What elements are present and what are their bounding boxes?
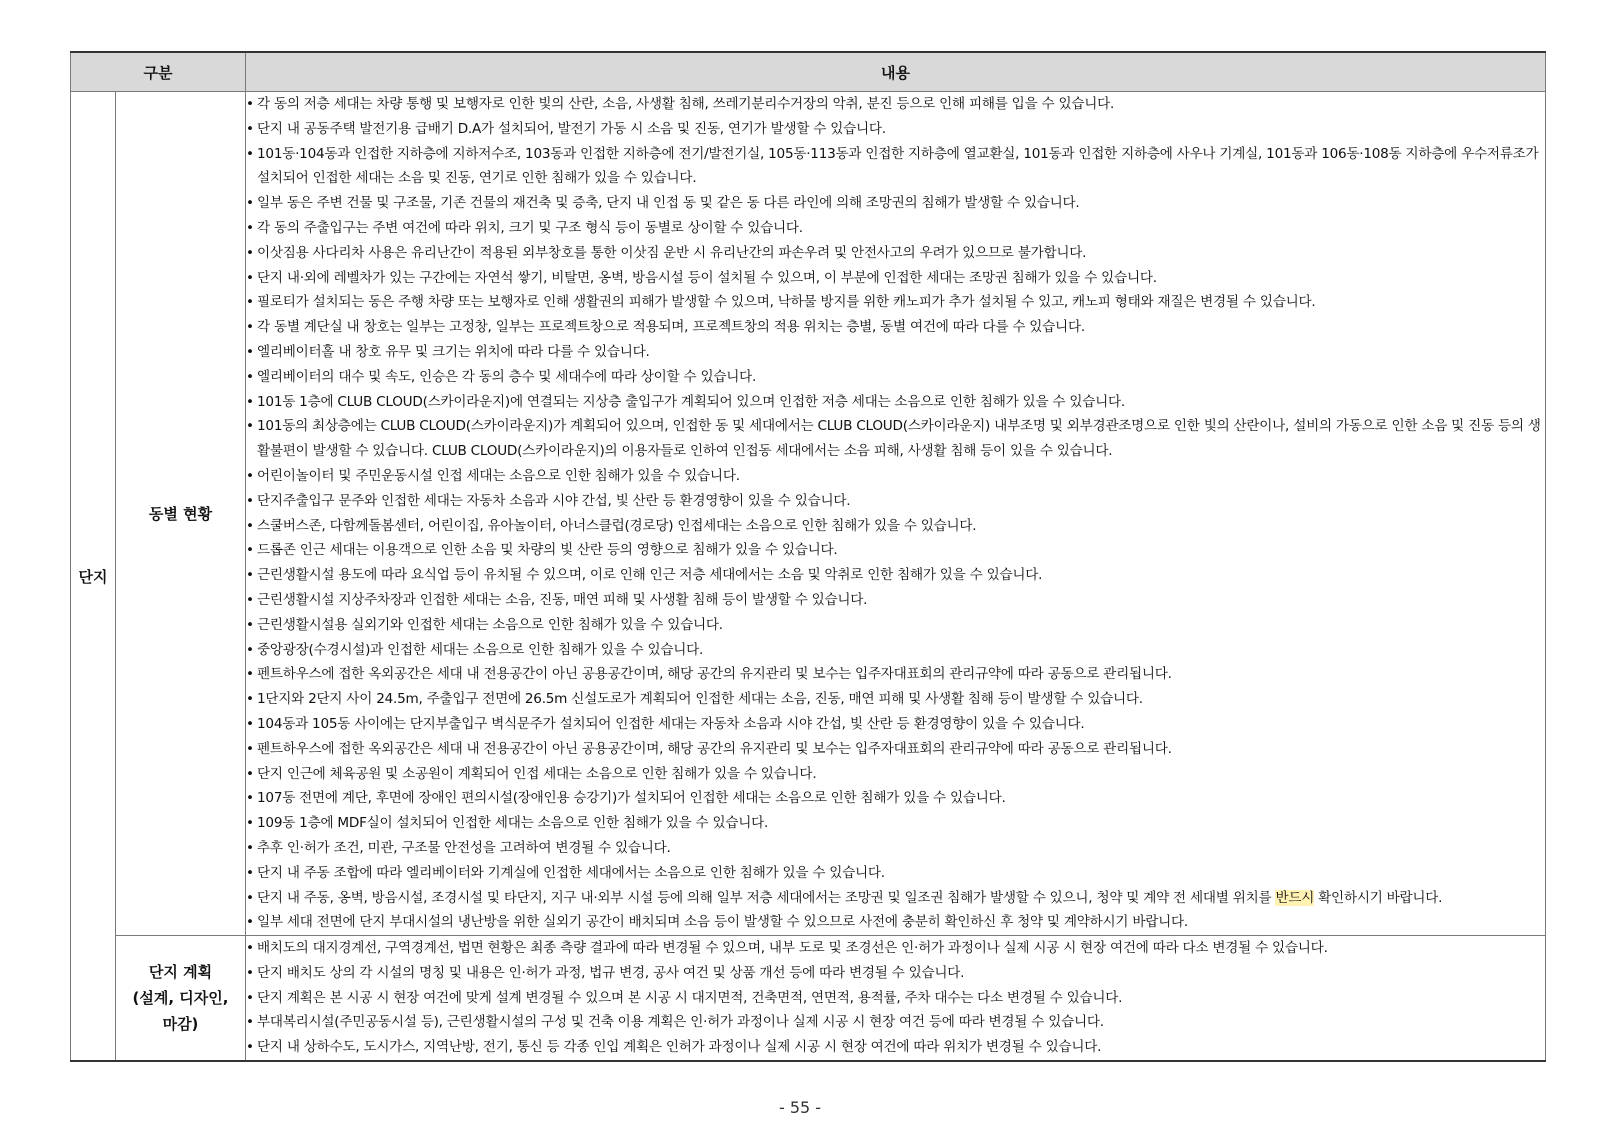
list-item: • 단지 배치도 상의 각 시설의 명칭 및 내용은 인·허가 과정, 법규 변경, 공사 여건 및 상품 개선 등에 따라 변경될 수 있습니다. (246, 961, 1545, 986)
section-content-building-status (246, 92, 1546, 936)
header-category: 구분 (71, 52, 246, 92)
list-item: • 단지 내 주동 조합에 따라 엘리베이터와 기계실에 인접한 세대에서는 소음으로 인한 침해가 있을 수 있습니다. (246, 861, 1545, 886)
list-item: • 단지 내 상하수도, 도시가스, 지역난방, 전기, 통신 등 각종 인입 계획은 인허가 과정이나 실제 시공 시 현장 여건에 따라 위치가 변경될 수 있습니다. (246, 1035, 1545, 1060)
list-item: • 109동 1층에 MDF실이 설치되어 인접한 세대는 소음으로 인한 침해가 있을 수 있습니다. (246, 811, 1545, 836)
list-item: • 스쿨버스존, 다함께돌봄센터, 어린이집, 유아놀이터, 아너스클럽(경로당) 인접세대는 소음으로 인한 침해가 있을 수 있습니다. (246, 514, 1545, 539)
list-item: • 배치도의 대지경계선, 구역경계선, 법면 현황은 최종 측량 결과에 따라 변경될 수 있으며, 내부 도로 및 조경선은 인·허가 과정이나 실제 시공 시 현장 여건에 따라 다소 변경될 수 있습니다. (246, 936, 1545, 961)
list-item: • 드롭존 인근 세대는 이용객으로 인한 소음 및 차량의 빛 산란 등의 영향으로 침해가 있을 수 있습니다. (246, 538, 1545, 563)
list-item-text: 단지 내 주동, 옹벽, 방음시설, 조경시설 및 타단지, 지구 내·외부 시설 등에 의해 일부 저층 세대에서는 조망권 및 일조권 침해가 발생할 수 있으니, 청약 및 계약 전 세대별 위치를 (257, 889, 1276, 906)
list-item: • 엘리베이터홀 내 창호 유무 및 크기는 위치에 따라 다를 수 있습니다. (246, 340, 1545, 365)
list-item: • 필로티가 설치되는 동은 주행 차량 또는 보행자로 인해 생활권의 피해가 발생할 수 있으며, 낙하물 방지를 위한 캐노피가 추가 설치될 수 있고, 캐노피 형태와 재질은 변경될 수 있습니다. (246, 290, 1545, 315)
list-item: • 이삿짐용 사다리차 사용은 유리난간이 적용된 외부창호를 통한 이삿짐 운반 시 유리난간의 파손우려 및 안전사고의 우려가 있으므로 불가합니다. (246, 241, 1545, 266)
list-item: • 101동·104동과 인접한 지하층에 지하저수조, 103동과 인접한 지하층에 전기/발전기실, 105동·113동과 인접한 지하층에 열교환실, 101동과 인접한 지하층에 사우나 기계실, 101동과 106동·108동 지하층에 우수저류조가 설치되어 인접한 세대는 소음 및 진동, 연기로 인한 침해가 있을 수 있습니다. (246, 142, 1545, 192)
list-item: • 추후 인·허가 조건, 미관, 구조물 안전성을 고려하여 변경될 수 있습니다. (246, 836, 1545, 861)
section-title-line: (설계, 디자인, (132, 989, 229, 1008)
list-item: • 단지 내·외에 레벨차가 있는 구간에는 자연석 쌓기, 비탈면, 옹벽, 방음시설 등이 설치될 수 있으며, 이 부분에 인접한 세대는 조망권 침해가 있을 수 있습니다. (246, 266, 1545, 291)
bullet-list (246, 936, 1545, 1060)
section-row-building-status (71, 92, 1546, 936)
section-title-line: 동별 현황 (148, 504, 213, 523)
list-item: • 일부 세대 전면에 단지 부대시설의 냉난방을 위한 실외기 공간이 배치되며 소음 등이 발생할 수 있으므로 사전에 충분히 확인하신 후 청약 및 계약하시기 바랍니다. (246, 910, 1545, 935)
list-item: • 근린생활시설 용도에 따라 요식업 등이 유치될 수 있으며, 이로 인해 인근 저층 세대에서는 소음 및 악취로 인한 침해가 있을 수 있습니다. (246, 563, 1545, 588)
highlighted-text: 반드시 (1275, 889, 1315, 906)
section-content-complex-plan (246, 936, 1546, 1061)
list-item: • 펜트하우스에 접한 옥외공간은 세대 내 전용공간이 아닌 공용공간이며, 해당 공간의 유지관리 및 보수는 입주자대표회의 관리규약에 따라 공동으로 관리됩니다. (246, 662, 1545, 687)
list-item: • 일부 동은 주변 건물 및 구조물, 기존 건물의 재건축 및 증축, 단지 내 인접 동 및 같은 동 다른 라인에 의해 조망권의 침해가 발생할 수 있습니다. (246, 191, 1545, 216)
list-item: • 어린이놀이터 및 주민운동시설 인접 세대는 소음으로 인한 침해가 있을 수 있습니다. (246, 464, 1545, 489)
category-cell: 단지 (71, 92, 116, 1062)
section-title-building-status (116, 92, 246, 936)
bullet-list (246, 92, 1545, 935)
section-title-line: 단지 계획 (148, 963, 213, 982)
list-item: • 근린생활시설 지상주차장과 인접한 세대는 소음, 진동, 매연 피해 및 사생활 침해 등이 발생할 수 있습니다. (246, 588, 1545, 613)
header-content: 내용 (246, 52, 1546, 92)
section-title-complex-plan (116, 936, 246, 1061)
list-item: • 1단지와 2단지 사이 24.5m, 주출입구 전면에 26.5m 신설도로가 계획되어 인접한 세대는 소음, 진동, 매연 피해 및 사생활 침해 등이 발생할 수 있습니다. (246, 687, 1545, 712)
list-item: • 단지주출입구 문주와 인접한 세대는 자동차 소음과 시야 간섭, 빛 산란 등 환경영향이 있을 수 있습니다. (246, 489, 1545, 514)
list-item: • 107동 전면에 계단, 후면에 장애인 편의시설(장애인용 승강기)가 설치되어 인접한 세대는 소음으로 인한 침해가 있을 수 있습니다. (246, 786, 1545, 811)
list-item: • 각 동별 계단실 내 창호는 일부는 고정창, 일부는 프로젝트창으로 적용되며, 프로젝트창의 적용 위치는 층별, 동별 여건에 따라 다를 수 있습니다. (246, 315, 1545, 340)
section-row-complex-plan (71, 936, 1546, 1061)
list-item: • 101동의 최상층에는 CLUB CLOUD(스카이라운지)가 계획되어 있으며, 인접한 동 및 세대에서는 CLUB CLOUD(스카이라운지) 내부조명 및 외부경관조명으로 인한 빛의 산란이나, 설비의 가동으로 인한 소음 및 진동 등의 생활불편이 발생할 수 있습니다. CLUB CLOUD(스카이라운지)의 이용자들로 인하여 인접동 세대에서는 소음 피해, 사생활 침해 등이 있을 수 있습니다. (246, 414, 1545, 464)
list-item: • 엘리베이터의 대수 및 속도, 인승은 각 동의 층수 및 세대수에 따라 상이할 수 있습니다. (246, 365, 1545, 390)
list-item: • 중앙광장(수경시설)과 인접한 세대는 소음으로 인한 침해가 있을 수 있습니다. (246, 638, 1545, 663)
table-header-row (71, 52, 1546, 92)
list-item: • 단지 내 공동주택 발전기용 급배기 D.A가 설치되어, 발전기 가동 시 소음 및 진동, 연기가 발생할 수 있습니다. (246, 117, 1545, 142)
list-item: • 펜트하우스에 접한 옥외공간은 세대 내 전용공간이 아닌 공용공간이며, 해당 공간의 유지관리 및 보수는 입주자대표회의 관리규약에 따라 공동으로 관리됩니다. (246, 737, 1545, 762)
list-item: • 단지 인근에 체육공원 및 소공원이 계획되어 인접 세대는 소음으로 인한 침해가 있을 수 있습니다. (246, 762, 1545, 787)
list-item: • 101동 1층에 CLUB CLOUD(스카이라운지)에 연결되는 지상층 출입구가 계획되어 있으며 인접한 저층 세대는 소음으로 인한 침해가 있을 수 있습니다. (246, 390, 1545, 415)
list-item: • 근린생활시설용 실외기와 인접한 세대는 소음으로 인한 침해가 있을 수 있습니다. (246, 613, 1545, 638)
section-title-line: 마감) (162, 1015, 199, 1034)
list-item: • 각 동의 주출입구는 주변 여건에 따라 위치, 크기 및 구조 형식 등이 동별로 상이할 수 있습니다. (246, 216, 1545, 241)
list-item-text: 확인하시기 바랍니다. (1314, 889, 1443, 906)
list-item (246, 886, 1545, 911)
list-item: • 단지 계획은 본 시공 시 현장 여건에 맞게 설계 변경될 수 있으며 본 시공 시 대지면적, 건축면적, 연면적, 용적률, 주차 대수는 다소 변경될 수 있습니다. (246, 986, 1545, 1011)
list-item: • 각 동의 저층 세대는 차량 통행 및 보행자로 인한 빛의 산란, 소음, 사생활 침해, 쓰레기분리수거장의 악취, 분진 등으로 인해 피해를 입을 수 있습니다. (246, 92, 1545, 117)
list-item: • 104동과 105동 사이에는 단지부출입구 벽식문주가 설치되어 인접한 세대는 자동차 소음과 시야 간섭, 빛 산란 등 환경영향이 있을 수 있습니다. (246, 712, 1545, 737)
notice-table (70, 51, 1546, 1062)
list-item: • 부대복리시설(주민공동시설 등), 근린생활시설의 구성 및 건축 이용 계획은 인·허가 과정이나 실제 시공 시 현장 여건 등에 따라 변경될 수 있습니다. (246, 1010, 1545, 1035)
page-number: - 55 - (778, 1098, 822, 1117)
